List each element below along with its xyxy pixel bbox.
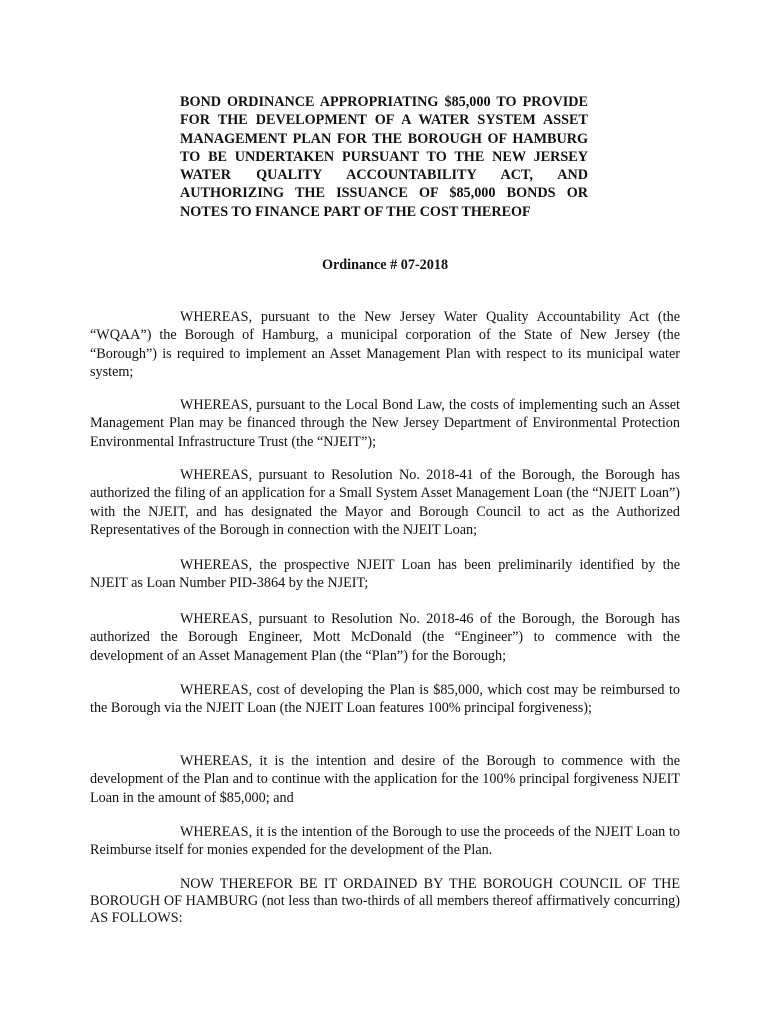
ordinance-number: Ordinance # 07-2018 [321, 257, 449, 273]
whereas-paragraph-5: WHEREAS, pursuant to Resolution No. 2018-46 of the Borough, the Borough has authorized the Borough Engineer, Mott McDonald (the “Engineer”) to commence with the development of an Asset Management Plan (the “Plan”) for the Borough; [90, 611, 680, 664]
whereas-paragraph-7: WHEREAS, it is the intention and desire of the Borough to commence with the development of the Plan and to continue with the application for the 100% principal forgiveness NJEIT Loan in the amount of $85,000; and [90, 753, 680, 806]
ordained-paragraph: NOW THEREFOR BE IT ORDAINED BY THE BOROUGH COUNCIL OF THE BOROUGH OF HAMBURG (not less than two-thirds of all members thereof affirmatively concurring) AS FOLLOWS: [90, 876, 680, 926]
whereas-paragraph-1: WHEREAS, pursuant to the New Jersey Water Quality Accountability Act (the “WQAA”) the Borough of Hamburg, a municipal corporation of the State of New Jersey (the “Borough”) is required to implement an Asset Management Plan with respect to its municipal water system; [90, 309, 680, 380]
whereas-paragraph-3: WHEREAS, pursuant to Resolution No. 2018-41 of the Borough, the Borough has authorized the filing of an application for a Small System Asset Management Loan (the “NJEIT Loan”) with the NJEIT, and has designated the Mayor and Borough Council to act as the Authorized Representatives of the Borough in connection with the NJEIT Loan; [90, 467, 680, 538]
whereas-paragraph-6: WHEREAS, cost of developing the Plan is $85,000, which cost may be reimbursed to the Borough via the NJEIT Loan (the NJEIT Loan features 100% principal forgiveness); [90, 682, 680, 717]
whereas-paragraph-4: WHEREAS, the prospective NJEIT Loan has been preliminarily identified by the NJEIT as Loan Number PID-3864 by the NJEIT; [90, 557, 680, 592]
ordinance-title: BOND ORDINANCE APPROPRIATING $85,000 TO PROVIDE FOR THE DEVELOPMENT OF A WATER SYSTEM ASSET MANAGEMENT PLAN FOR THE BOROUGH OF HAMBURG TO BE UNDERTAKEN PURSUANT TO THE NEW JERSEY WATER QUALITY ACCOUNTABILITY ACT, AND AUTHORIZING THE ISSUANCE OF $85,000 BONDS OR NOTES TO FINANCE PART OF THE COST THEREOF [180, 94, 588, 220]
whereas-paragraph-8: WHEREAS, it is the intention of the Borough to use the proceeds of the NJEIT Loan to Reimburse itself for monies expended for the development of the Plan. [90, 824, 680, 859]
whereas-paragraph-2: WHEREAS, pursuant to the Local Bond Law, the costs of implementing such an Asset Management Plan may be financed through the New Jersey Department of Environmental Protection Environmental Infrastructure Trust (the “NJEIT”); [90, 397, 680, 450]
